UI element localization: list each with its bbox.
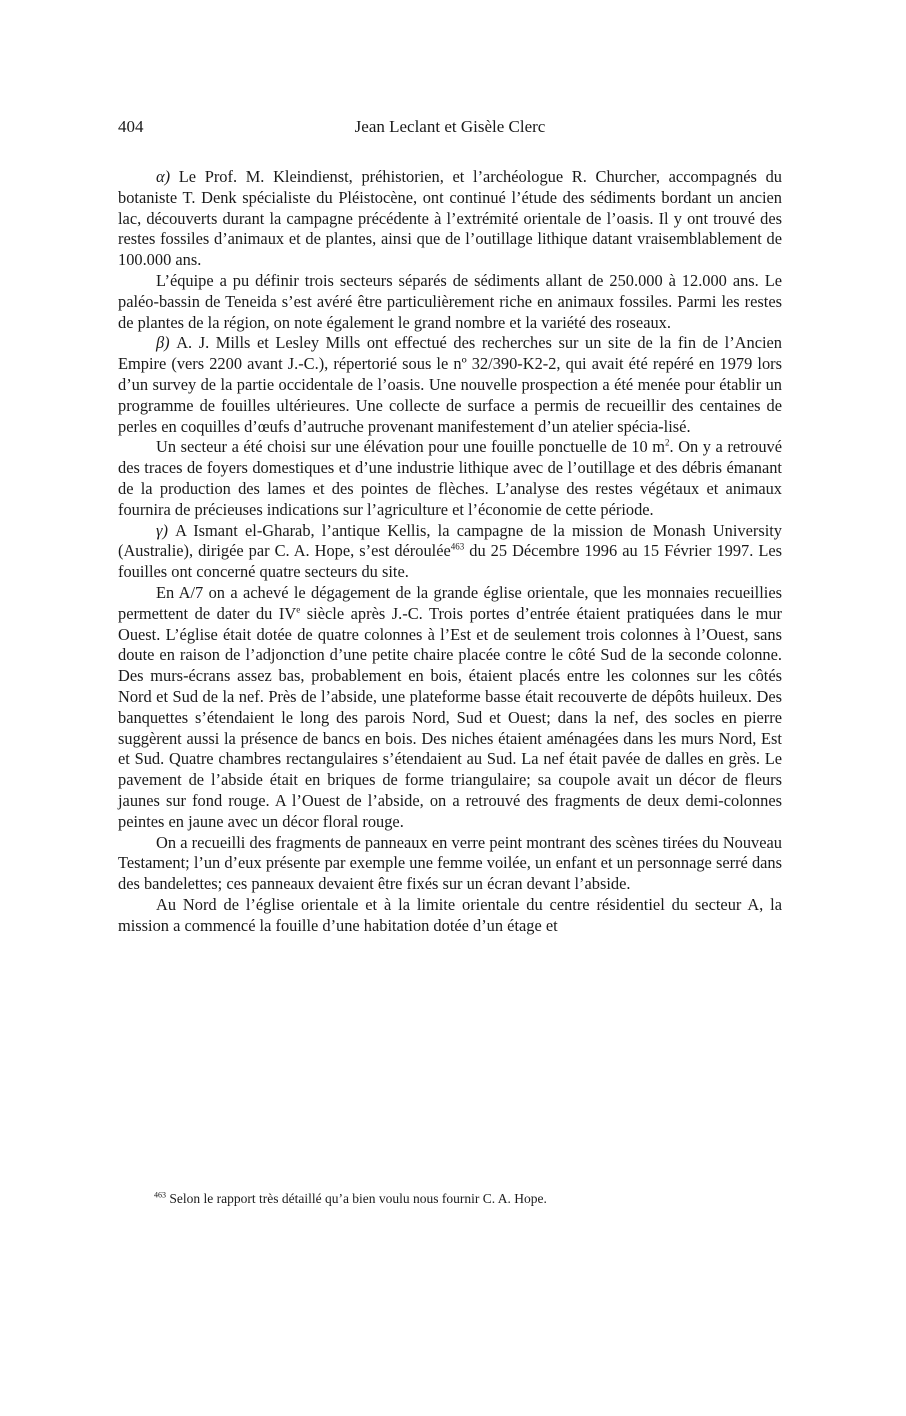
paragraph-text: Un secteur a été choisi sur une élévation pour une fouille ponctuelle de 10 m <box>156 437 666 457</box>
paragraph-church <box>118 583 782 833</box>
footnote-text: Selon le rapport très détaillé qu’a bien voulu nous fournir C. A. Hope. <box>166 1191 547 1206</box>
paragraph-text: L’équipe a pu définir trois secteurs séparés de sédiments allant de 250.000 à 12.000 ans. Le paléo-bassin de Teneida s’est avéré être particulièrement riche en animaux fossiles. Parmi les restes de plantes de la région, on note également le grand nombre et la variété des roseaux. <box>118 270 782 332</box>
section-marker: α) <box>156 167 171 186</box>
page-number: 404 <box>118 117 144 136</box>
superscript: 2 <box>665 437 670 448</box>
paragraph-text: En A/7 on a achevé le dégagement de la grande église orientale, que les monnaies recueillies permettent de dater du IV <box>118 582 782 623</box>
superscript: e <box>296 604 301 615</box>
paragraph-beta <box>118 333 782 437</box>
page <box>118 112 782 936</box>
paragraph-text-continued: siècle après J.-C. Trois portes d’entrée étaient pratiquées dans le mur Ouest. L’église était dotée de quatre colonnes à l’Est et de seulement trois colonnes à l’Ouest, sans doute en raison de l’adjonction d’une petite chaire placée contre le côté Sud de la seconde colonne. Des murs-écrans assez bas, probablement en bois, étaient placés entre les colonnes sur les côtés Nord et Sud de la nef. Près de l’abside, une plateforme basse était recouverte de dépôts huileux. Des banquettes s’étendaient le long des parois Nord, Sud et Ouest; dans la nef, des socles en pierre suggèrent aussi la présence de bancs en bois. Des niches étaient aménagées dans les murs Nord, Est et Sud. Quatre chambres rectangulaires s’étendaient au Sud. La nef était pavée de dalles en grès. Le pavement de l’abside était en briques de forme triangulaire; sa coupole avait un décor de fleurs jaunes sur fond rouge. A l’Ouest de l’abside, on a retrouvé des fragments de deux demi-colonnes peintes en jaune avec un décor floral rouge. <box>118 603 782 831</box>
footnote <box>118 1190 782 1208</box>
paragraph-gamma <box>118 521 782 583</box>
paragraph-text-continued: . On y a retrouvé des traces de foyers domestiques et d’une industrie lithique avec de l’outillage et des débris émanant de la production des lames et des pointes de flèches. L’analyse des restes végétaux et animaux fournira de précieuses indications sur l’agriculture et l’économie de cette période. <box>118 437 782 519</box>
paragraph-excavation <box>118 437 782 520</box>
paragraph-text-continued: du 25 Décembre 1996 au 15 Février 1997. Les fouilles ont concerné quatre secteurs du site. <box>118 541 782 582</box>
paragraph-text: On a recueilli des fragments de panneaux en verre peint montrant des scènes tirées du Nouveau Testament; l’un d’eux présente par exemple une femme voilée, un enfant et un personnage serré dans des bandelettes; ces panneaux devaient être fixés sur un écran devant l’abside. <box>118 832 782 894</box>
running-header <box>118 112 782 142</box>
paragraph-text: A. J. Mills et Lesley Mills ont effectué des recherches sur un site de la fin de l’Ancien Empire (vers 2200 avant J.-C.), répertorié sous le nº 32/390-K2-2, qui avait été repéré en 1979 lors d’un survey de la partie occidentale de l’oasis. Une nouvelle prospection a été menée pour établir un programme de fouilles ultérieures. Une collecte de surface a permis de recueillir des centaines de perles en coquilles d’œufs d’autruche provenant manifestement d’un atelier spécia-lisé. <box>118 333 782 436</box>
paragraph-dwelling <box>118 895 782 937</box>
footnote-reference[interactable]: 463 <box>450 541 465 552</box>
body-text <box>118 167 782 936</box>
paragraph-text: A Ismant el-Gharab, l’antique Kellis, la campagne de la mission de Monash University (Australie), dirigée par C. A. Hope, s’est déroulée <box>118 520 782 561</box>
paragraph-alpha <box>118 167 782 271</box>
running-title: Jean Leclant et Gisèle Clerc <box>354 117 546 136</box>
paragraph-text: Au Nord de l’église orientale et à la limite orientale du centre résidentiel du secteur A, la mission a commencé la fouille d’une habitation dotée d’un étage et <box>118 894 782 935</box>
footnote-number: 463 <box>154 1190 166 1200</box>
paragraph-text: Le Prof. M. Kleindienst, préhistorien, et l’archéologue R. Churcher, accompagnés du botaniste T. Denk spécialiste du Pléistocène, ont continué l’étude des sédiments bordant un ancien lac, découverts durant la campagne précédente à l’extrémité orientale de l’oasis. Il y ont trouvé des restes fossiles d’animaux et de plantes, ainsi que de l’outillage lithique datant vraisemblablement de 100.000 ans. <box>118 167 782 270</box>
section-marker: β) <box>156 333 170 353</box>
section-marker: γ) <box>156 520 168 540</box>
paragraph-sediments <box>118 271 782 333</box>
paragraph-glass-panels <box>118 833 782 895</box>
